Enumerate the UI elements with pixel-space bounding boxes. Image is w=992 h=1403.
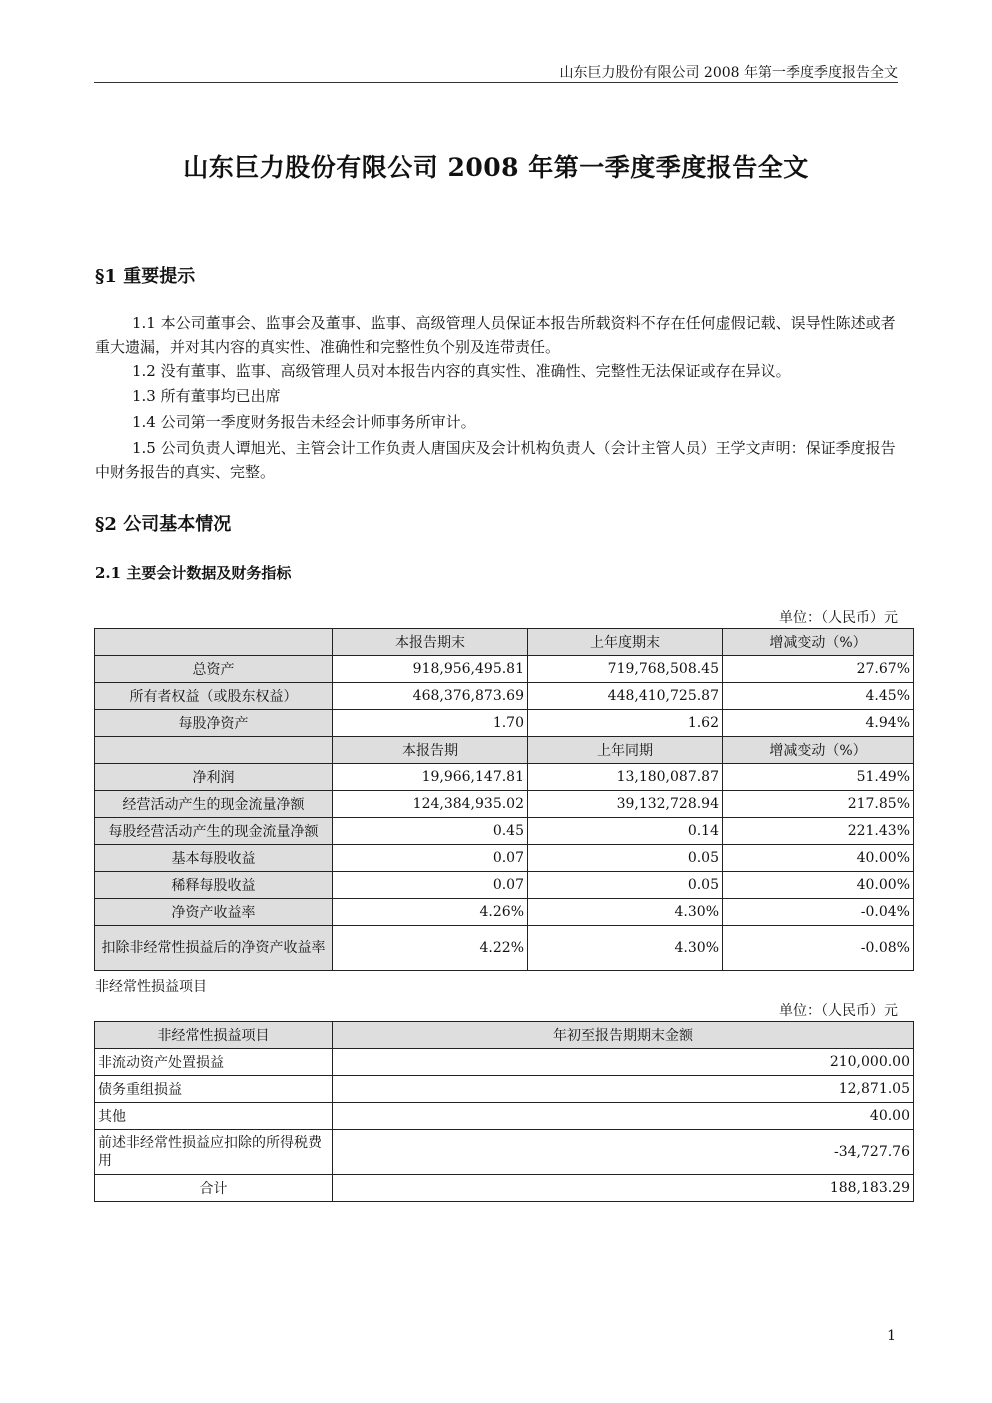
document-title: 山东巨力股份有限公司 2008 年第一季度季度报告全文	[183, 153, 809, 182]
key-financial-table	[94, 628, 914, 971]
value-cell: 0.14	[528, 818, 723, 845]
unit-label-2: 单位：（人民币）元	[779, 1003, 898, 1019]
value-cell: 4.45%	[723, 683, 914, 710]
value-cell: 0.05	[528, 872, 723, 899]
notice-item-1-5: 1.5 公司负责人谭旭光、主管会计工作负责人唐国庆及会计机构负责人（会计主管人员）王学文声明：保证季度报告中财务报告的真实、完整。	[95, 439, 896, 481]
row-label: 每股经营活动产生的现金流量净额	[95, 818, 333, 845]
header-cell: 本报告期	[333, 737, 528, 764]
table-row	[95, 1103, 914, 1130]
header-cell: 本报告期末	[333, 629, 528, 656]
value-cell: 19,966,147.81	[333, 764, 528, 791]
total-label: 合计	[95, 1175, 333, 1202]
subsection-2-1-heading: 2.1 主要会计数据及财务指标	[95, 564, 292, 582]
row-label: 非流动资产处置损益	[95, 1049, 333, 1076]
row-label: 稀释每股收益	[95, 872, 333, 899]
table-total-row	[95, 1175, 914, 1202]
section-1-heading: §1 重要提示	[95, 266, 196, 287]
value-cell: 468,376,873.69	[333, 683, 528, 710]
row-label: 基本每股收益	[95, 845, 333, 872]
header-cell: 增减变动（%）	[723, 737, 914, 764]
value-cell: 51.49%	[723, 764, 914, 791]
table-row	[95, 818, 914, 845]
value-cell: 221.43%	[723, 818, 914, 845]
table-row	[95, 1049, 914, 1076]
unit-label: 单位：（人民币）元	[779, 610, 898, 626]
header-cell: 上年同期	[528, 737, 723, 764]
nonrecurring-items-table	[94, 1021, 914, 1202]
table-row	[95, 710, 914, 737]
row-label: 每股净资产	[95, 710, 333, 737]
table-row	[95, 764, 914, 791]
row-label: 经营活动产生的现金流量净额	[95, 791, 333, 818]
value-cell: 40.00%	[723, 872, 914, 899]
value-cell: 0.07	[333, 845, 528, 872]
notice-item-1-3: 1.3 所有董事均已出席	[132, 387, 281, 405]
total-value: 188,183.29	[333, 1175, 914, 1202]
value-cell: 448,410,725.87	[528, 683, 723, 710]
header-cell: 上年度期末	[528, 629, 723, 656]
value-cell: 0.07	[333, 872, 528, 899]
value-cell: 4.30%	[528, 899, 723, 926]
section-2-heading: §2 公司基本情况	[95, 514, 232, 535]
table-header-row	[95, 629, 914, 656]
value-cell: 918,956,495.81	[333, 656, 528, 683]
value-cell: 0.05	[528, 845, 723, 872]
value-cell: 39,132,728.94	[528, 791, 723, 818]
table-row	[95, 926, 914, 971]
value-cell: 4.94%	[723, 710, 914, 737]
header-divider	[94, 82, 898, 83]
table-row	[95, 872, 914, 899]
notice-item-1-2: 1.2 没有董事、监事、高级管理人员对本报告内容的真实性、准确性、完整性无法保证或存在异议。	[132, 362, 791, 380]
value-cell: 13,180,087.87	[528, 764, 723, 791]
value-cell: 12,871.05	[333, 1076, 914, 1103]
header-cell	[95, 737, 333, 764]
table-header-row	[95, 1022, 914, 1049]
value-cell: 1.62	[528, 710, 723, 737]
value-cell: 1.70	[333, 710, 528, 737]
value-cell: 4.22%	[333, 926, 528, 971]
value-cell: 4.30%	[528, 926, 723, 971]
page-number: 1	[887, 1328, 896, 1344]
value-cell: 719,768,508.45	[528, 656, 723, 683]
row-label: 净资产收益率	[95, 899, 333, 926]
value-cell: 40.00%	[723, 845, 914, 872]
table-row	[95, 683, 914, 710]
table-row	[95, 1130, 914, 1175]
value-cell: 217.85%	[723, 791, 914, 818]
table-row	[95, 899, 914, 926]
notice-item-1-1: 1.1 本公司董事会、监事会及董事、监事、高级管理人员保证本报告所载资料不存在任何虚假记载、误导性陈述或者重大遗漏，并对其内容的真实性、准确性和完整性负个别及连带责任。	[95, 314, 896, 356]
header-cell: 增减变动（%）	[723, 629, 914, 656]
row-label: 前述非经常性损益应扣除的所得税费用	[95, 1130, 333, 1175]
row-label: 债务重组损益	[95, 1076, 333, 1103]
value-cell: 210,000.00	[333, 1049, 914, 1076]
table-row	[95, 845, 914, 872]
value-cell: 4.26%	[333, 899, 528, 926]
value-cell: -0.08%	[723, 926, 914, 971]
header-cell: 年初至报告期期末金额	[333, 1022, 914, 1049]
table-row	[95, 1076, 914, 1103]
nonrecurring-items-note: 非经常性损益项目	[95, 979, 207, 995]
value-cell: 27.67%	[723, 656, 914, 683]
row-label: 净利润	[95, 764, 333, 791]
value-cell: 124,384,935.02	[333, 791, 528, 818]
value-cell: -34,727.76	[333, 1130, 914, 1175]
header-cell	[95, 629, 333, 656]
running-header: 山东巨力股份有限公司 2008 年第一季度季度报告全文	[559, 65, 898, 81]
row-label: 所有者权益（或股东权益）	[95, 683, 333, 710]
notice-item-1-4: 1.4 公司第一季度财务报告未经会计师事务所审计。	[132, 413, 476, 431]
table-row	[95, 656, 914, 683]
header-cell: 非经常性损益项目	[95, 1022, 333, 1049]
value-cell: 40.00	[333, 1103, 914, 1130]
row-label: 其他	[95, 1103, 333, 1130]
table-header-row	[95, 737, 914, 764]
value-cell: 0.45	[333, 818, 528, 845]
table-row	[95, 791, 914, 818]
value-cell: -0.04%	[723, 899, 914, 926]
row-label: 扣除非经常性损益后的净资产收益率	[95, 926, 333, 971]
row-label: 总资产	[95, 656, 333, 683]
